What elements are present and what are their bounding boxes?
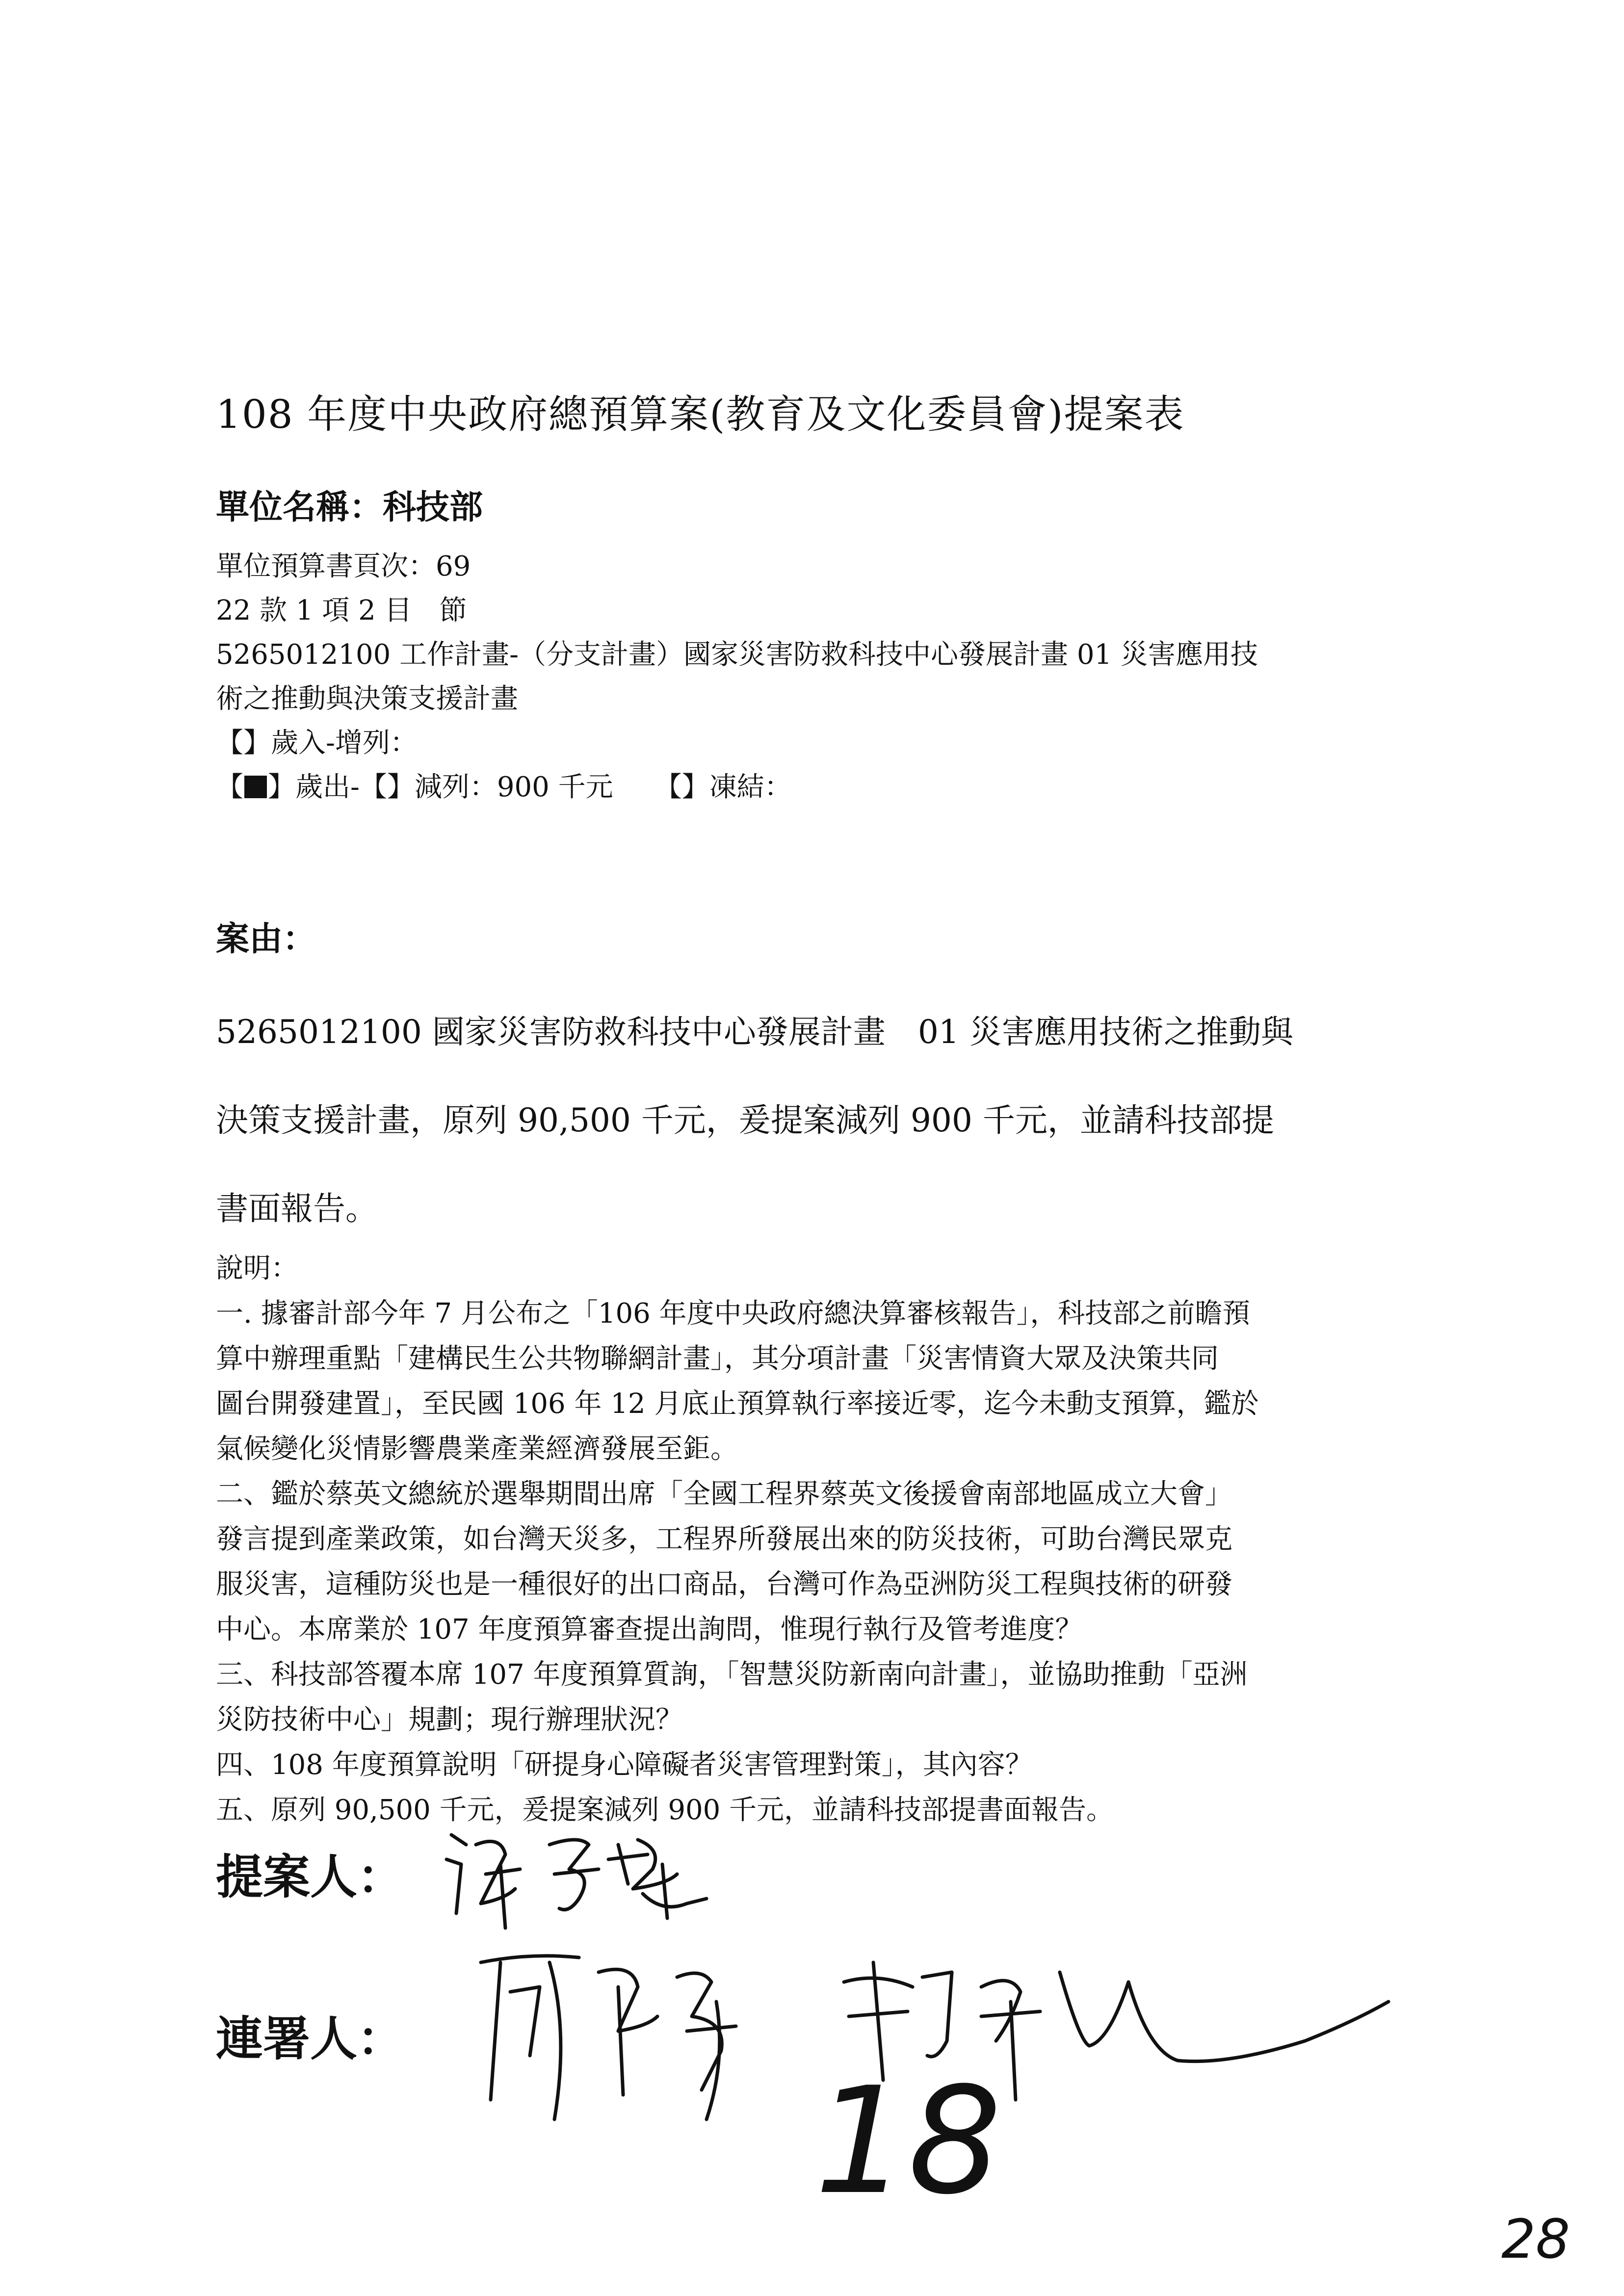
case-line-1: 5265012100 國家災害防救科技中心發展計畫 01 災害應用技術之推動與 (216, 1013, 1293, 1051)
desc-line-12: 五、原列 90,500 千元，爰提案減列 900 千元，並請科技部提書面報告。 (216, 1794, 1114, 1826)
desc-line-4: 氣候變化災情影響農業產業經濟發展至鉅。 (216, 1433, 738, 1465)
cosigner-signature-1 (471, 1933, 775, 2139)
cosigner-label: 連署人： (216, 2011, 404, 2066)
page-number: 28 (1501, 2208, 1570, 2270)
case-label: 案由： (216, 920, 316, 959)
plan-line-1: 5265012100 工作計畫-（分支計畫）國家災害防救科技中心發展計畫 01 災害應用技 (216, 639, 1258, 671)
case-line-3: 書面報告。 (216, 1190, 378, 1227)
desc-line-9: 三、科技部答覆本席 107 年度預算質詢，「智慧災防新南向計畫」，並協助推動「亞洲 (216, 1659, 1248, 1691)
budget-page: 單位預算書頁次：69 (216, 550, 471, 582)
desc-line-8: 中心。本席業於 107 年度預算審查提出詢問，惟現行執行及管考進度？ (216, 1614, 1083, 1645)
desc-line-0: 說明： (216, 1252, 298, 1284)
unit-name: 單位名稱：科技部 (216, 488, 483, 527)
revenue-line: 【】歲入-增列： (216, 727, 418, 759)
proposer-signature (432, 1815, 736, 1933)
desc-line-5: 二、鑑於蔡英文總統於選舉期間出席「全國工程界蔡英文後援會南部地區成立大會」 (216, 1478, 1232, 1510)
stamp-number: 18 (814, 2056, 1002, 2227)
desc-line-7: 服災害，這種防災也是一種很好的出口商品，台灣可作為亞洲防災工程與技術的研發 (216, 1568, 1232, 1600)
expense-line (216, 765, 792, 809)
desc-line-10: 災防技術中心」規劃；現行辦理狀況？ (216, 1704, 683, 1736)
desc-line-3: 圖台開發建置」，至民國 106 年 12 月底止預算執行率接近零，迄今未動支預算，鑑於 (216, 1388, 1259, 1420)
proposer-label: 提案人： (216, 1850, 404, 1905)
desc-line-2: 算中辦理重點「建構民生公共物聯網計畫」，其分項計畫「災害情資大眾及決策共同 (216, 1343, 1219, 1375)
checked-box-icon (244, 776, 267, 798)
desc-line-11: 四、108 年度預算說明「研提身心障礙者災害管理對策」，其內容？ (216, 1749, 1033, 1781)
case-line-2: 決策支援計畫，原列 90,500 千元，爰提案減列 900 千元，並請科技部提 (216, 1101, 1274, 1139)
item-code: 22 款 1 項 2 目 節 (216, 595, 467, 626)
expense-prefix: 【 (216, 771, 243, 803)
desc-line-6: 發言提到產業政策，如台灣天災多，工程界所發展出來的防災技術，可助台灣民眾克 (216, 1523, 1232, 1555)
desc-line-1: 一. 據審計部今年 7 月公布之「106 年度中央政府總決算審核報告」，科技部之前瞻預 (216, 1298, 1250, 1330)
form-title: 108 年度中央政府總預算案(教育及文化委員會)提案表 (216, 391, 1185, 437)
expense-rest: 】歲出-【】減列：900 千元 【】凍結： (268, 771, 792, 803)
plan-line-2: 術之推動與決策支援計畫 (216, 683, 518, 715)
